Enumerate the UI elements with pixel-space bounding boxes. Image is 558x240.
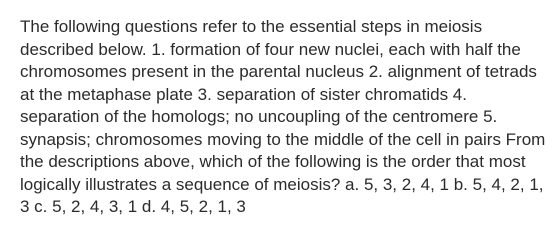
question-text: The following questions refer to the essential steps in meiosis described below. 1. formation of four new nuclei, each with half the chromosomes present in the parental nucleus 2. alignment of tetrads at the metaphase plate 3. separation of sister chromatids 4. separation of the homologs; no uncoupling of the centromere 5. synapsis; chromosomes moving to the middle of the cell in pairs From the descriptions above, which of the following is the order that most logically illustrates a sequence of meiosis? a. 5, 3, 2, 4, 1 b. 5, 4, 2, 1, 3 c. 5, 2, 4, 3, 1 d. 4, 5, 2, 1, 3 xyxy=(20,17,546,216)
